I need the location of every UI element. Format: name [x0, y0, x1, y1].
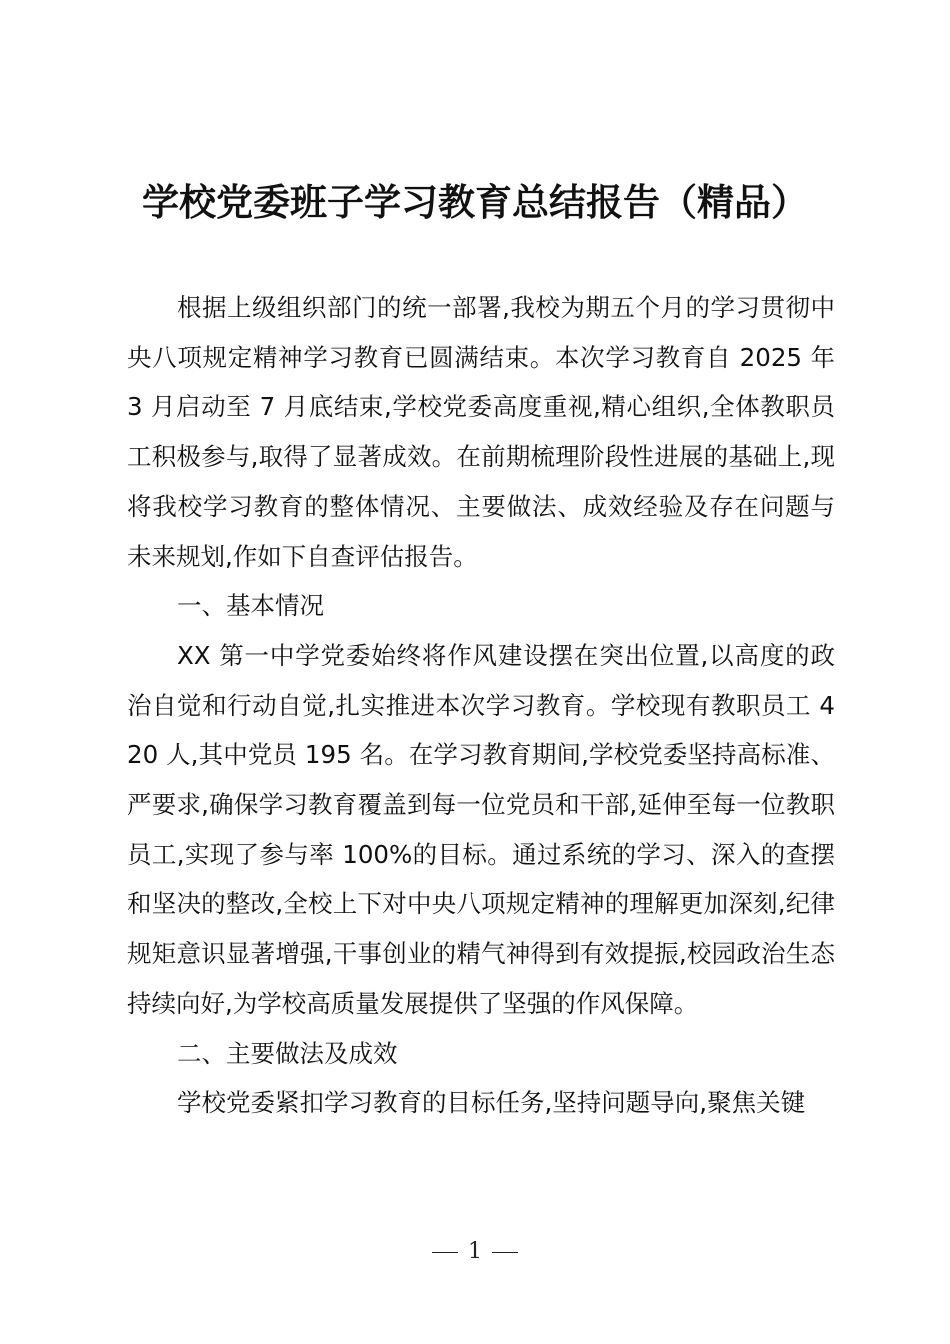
section-heading-main-practices: 二、主要做法及成效 [177, 1038, 398, 1068]
footer-dash-left [432, 1252, 458, 1253]
paragraph-main-practices: 学校党委紧扣学习教育的目标任务,坚持问题导向,聚焦关键 [177, 1088, 806, 1118]
page-number: 1 [468, 1239, 482, 1264]
section-heading-basic-situation: 一、基本情况 [177, 591, 324, 621]
paragraph-intro: 根据上级组织部门的统一部署,我校为期五个月的学习贯彻中央八项规定精神学习教育已圆满结束。本次学习教育自 2025 年 3 月启动至 7 月底结束,学校党委高度重视,精心组织,全体教职员工积极参与,取得了显著成效。在前期梳理阶段性进展的基础上,现将我校学习教育的整体情况、主要做法、成效经验及存在问题与未来规划,作如下自查评估报告。 [127, 293, 835, 571]
footer-dash-right [492, 1252, 518, 1253]
page-footer [0, 1238, 950, 1266]
paragraph-basic-situation: XX 第一中学党委始终将作风建设摆在突出位置,以高度的政治自觉和行动自觉,扎实推进本次学习教育。学校现有教职员工 420 人,其中党员 195 名。在学习教育期间,学校党委坚持高标准、严要求,确保学习教育覆盖到每一位党员和干部,延伸至每一位教职员工,实现了参与率 100%的目标。通过系统的学习、深入的查摆和坚决的整改,全校上下对中央八项规定精神的理解更加深刻,纪律规矩意识显著增强,干事创业的精气神得到有效提振,校园政治生态持续向好,为学校高质量发展提供了坚强的作风保障。 [127, 640, 835, 1018]
document-body [127, 283, 835, 1128]
document-title: 学校党委班子学习教育总结报告（精品） [142, 181, 808, 224]
